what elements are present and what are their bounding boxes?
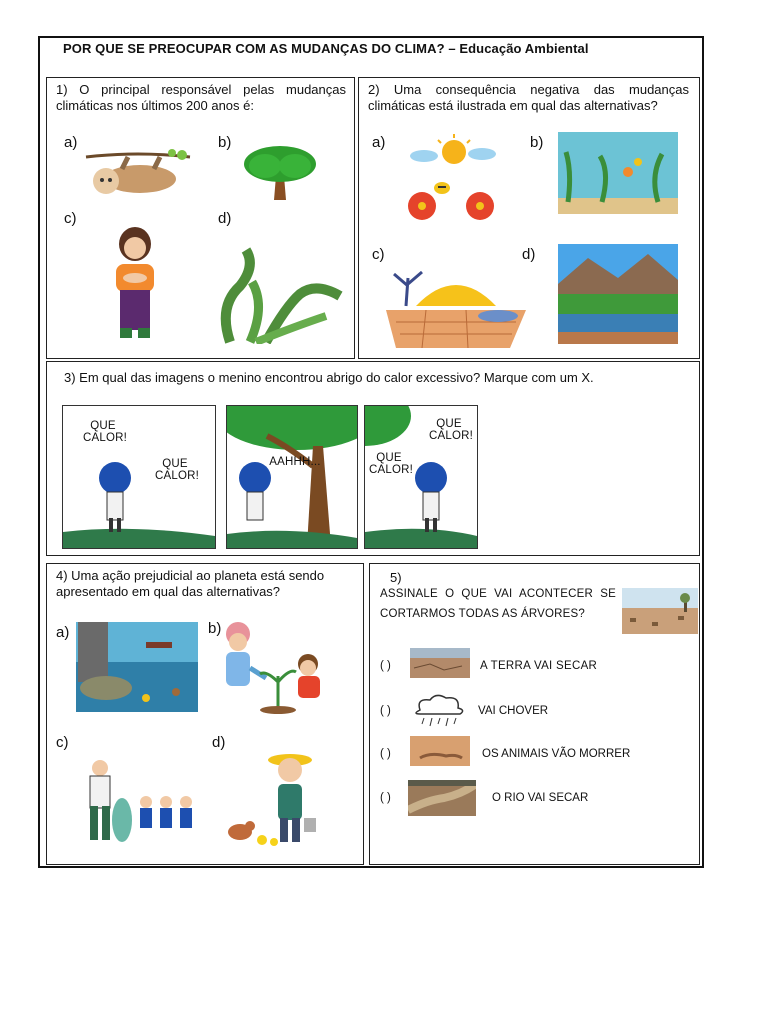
q1-option-c-label: c) (64, 210, 77, 227)
seaweed-image (216, 246, 344, 344)
panel-1-speech-2: QUE CALOR! (155, 458, 200, 482)
q2-option-b-label: b) (530, 134, 544, 151)
comic-panel-2[interactable] (226, 405, 358, 549)
q2-option-a-label: a) (372, 134, 386, 151)
comic-panel-1[interactable] (62, 405, 216, 549)
dead-animal-image (410, 736, 470, 766)
tree-image (240, 140, 320, 202)
q1-option-b-label: b) (218, 134, 232, 151)
question-5-number: 5) (390, 570, 402, 585)
q1-option-a-label: a) (64, 134, 78, 151)
deforested-land-image (622, 588, 698, 634)
answer-2-checkbox[interactable]: ( ) (380, 705, 391, 717)
q2-option-c-label: c) (372, 246, 385, 263)
panel-2-speech: AAHHH... (269, 456, 321, 468)
dry-soil-image (410, 648, 470, 678)
q4-option-b-label: b) (208, 620, 222, 637)
answer-2-text: VAI CHOVER (478, 705, 549, 717)
q4-option-c-label: c) (56, 734, 69, 751)
dry-river-image (408, 780, 476, 816)
q2-option-d-label: d) (522, 246, 536, 263)
panel-3-speech-2: QUE CALOR! (369, 452, 414, 476)
kids-planting-image (214, 620, 332, 714)
sloth-image (82, 147, 194, 203)
comic-panel-3[interactable] (364, 405, 478, 549)
page-title: POR QUE SE PREOCUPAR COM AS MUDANÇAS DO CLIMA? – Educação Ambiental (63, 41, 589, 56)
sun-flowers-image (398, 134, 504, 226)
answer-3-checkbox[interactable]: ( ) (380, 748, 391, 760)
question-3-text: 3) Em qual das imagens o menino encontrou abrigo do calor excessivo? Marque com um X. (64, 370, 594, 385)
person-image (98, 226, 170, 344)
recycling-kids-image (78, 756, 198, 848)
question-1-text: 1) O principal responsável pelas mudanças climáticas nos últimos 200 anos é: (56, 82, 346, 113)
answer-1-text: A TERRA VAI SECAR (480, 660, 598, 672)
landscape-image (558, 244, 678, 344)
panel-3-speech-1: QUE CALOR! (429, 418, 474, 442)
panel-1-speech-1: QUE CALOR! (83, 420, 128, 444)
q4-option-a-label: a) (56, 624, 70, 641)
answer-3-text: OS ANIMAIS VÃO MORRER (482, 748, 631, 760)
rain-cloud-icon (410, 694, 468, 728)
answer-4-checkbox[interactable]: ( ) (380, 792, 391, 804)
answer-1-checkbox[interactable]: ( ) (380, 660, 391, 672)
aquarium-image (558, 132, 678, 214)
polluted-water-image (76, 622, 198, 712)
question-5-text: ASSINALE O QUE VAI ACONTECER SE CORTARMOS TODAS AS ÁRVORES? (380, 588, 616, 620)
answer-4-text: O RIO VAI SECAR (492, 792, 589, 804)
farmer-girl-image (224, 750, 324, 850)
q1-option-d-label: d) (218, 210, 232, 227)
drought-image (386, 266, 526, 348)
question-4-text: 4) Uma ação prejudicial ao planeta está sendo apresentado em qual das alternativas? (56, 568, 325, 599)
question-2-text: 2) Uma consequência negativa das mudanças climáticas está ilustrada em qual das alternativas? (368, 82, 689, 113)
q4-option-d-label: d) (212, 734, 226, 751)
